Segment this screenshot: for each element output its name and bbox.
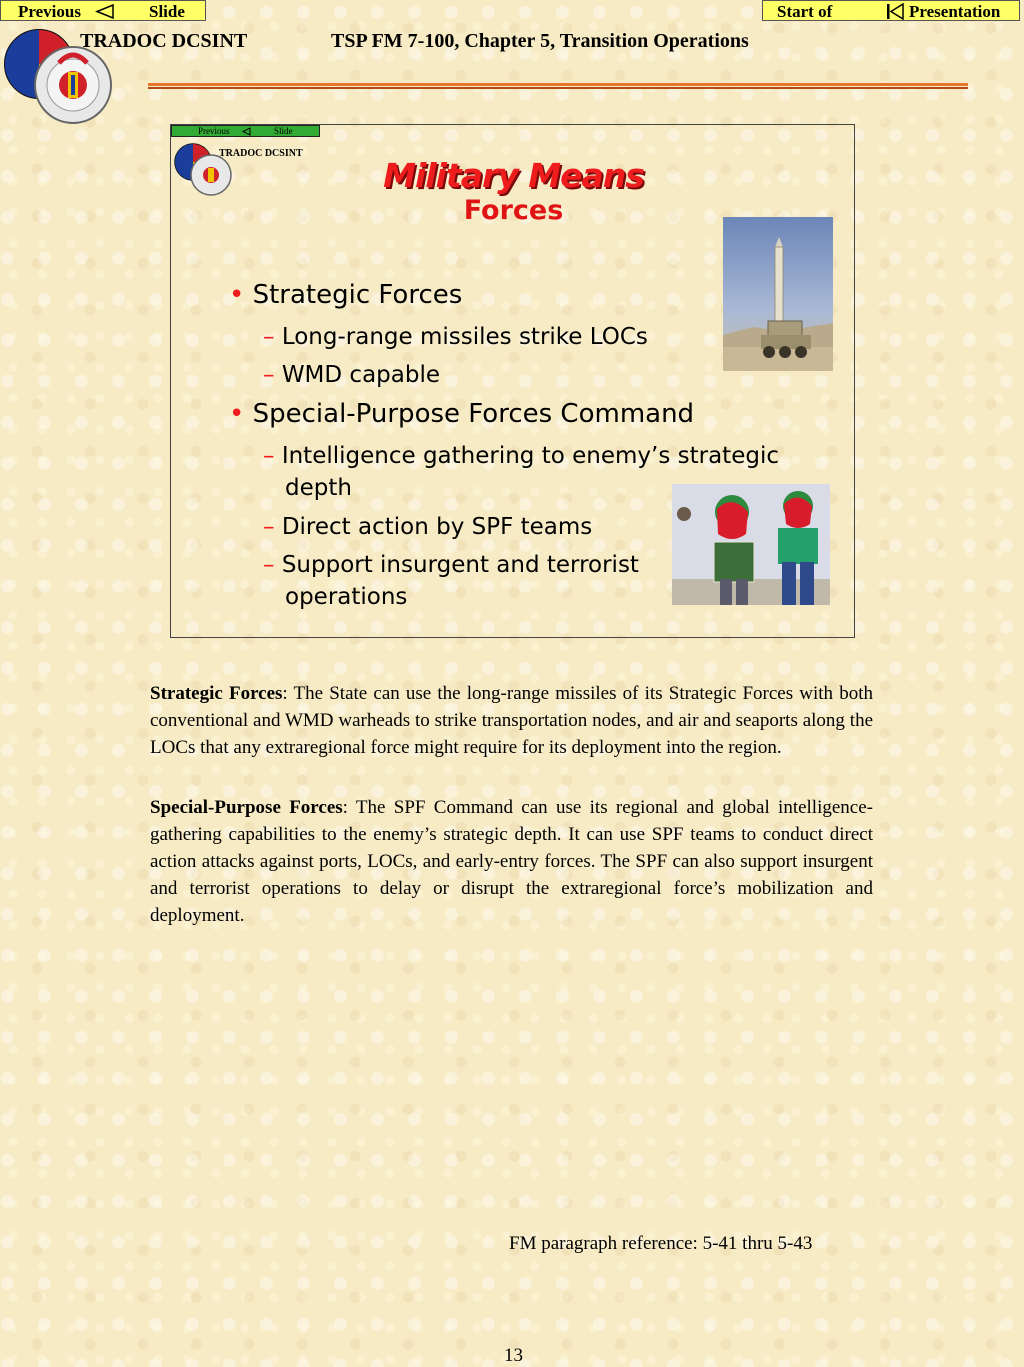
missile-launcher-photo: [723, 217, 833, 371]
paragraph-special-purpose-forces: Special-Purpose Forces: The SPF Command can use its regional and global intelligence-gathering capabilities to the enemy’s strategic depth. It can use SPF teams to conduct direct action attacks against ports, LOCs, and early-entry forces. The SPF can also support insurgent and terrorist operations to delay or disrupt the extraregional force’s mobilization and deployment.: [150, 797, 873, 926]
sub-bullet: – Direct action by SPF teams: [263, 514, 593, 540]
previous-label: Previous: [18, 2, 81, 21]
spf-term: Special-Purpose Forces: [150, 797, 343, 818]
sub-bullet: – Intelligence gathering to enemy’s strategic: [263, 443, 779, 469]
spf-team-photo: [672, 484, 830, 605]
slide-subtitle: Forces: [463, 195, 564, 226]
paragraph-strategic-forces: Strategic Forces: The State can use the long-range missiles of its Strategic Forces with both conventional and WMD warheads to strike transportation nodes, and air and seaports along the LOCs that any extraregional force might require for its deployment into the region.: [150, 683, 873, 758]
sub-bullet: – WMD capable: [263, 362, 440, 388]
bullet-dot-icon: •: [229, 280, 245, 310]
mini-slide-label: Slide: [274, 126, 293, 136]
slide-thumbnail: [170, 124, 855, 638]
skip-to-start-icon: [885, 3, 905, 20]
left-triangle-icon: [95, 4, 115, 19]
start-of-label: Start of: [777, 2, 833, 21]
page-number: 13: [504, 1345, 523, 1366]
header-title: TSP FM 7-100, Chapter 5, Transition Operations: [331, 30, 749, 52]
start-of-presentation-button[interactable]: [762, 0, 1020, 21]
dash-icon: –: [263, 324, 275, 350]
bullet-dot-icon: •: [229, 399, 245, 429]
sub-bullet: – Support insurgent and terrorist: [263, 552, 639, 578]
mini-nav-bar: [171, 125, 320, 137]
slide-title: Military Means: [383, 156, 644, 195]
dash-icon: –: [263, 514, 275, 540]
slide-label: Slide: [149, 2, 185, 21]
dash-icon: –: [263, 552, 275, 578]
mini-org-label: TRADOC DCSINT: [219, 148, 303, 159]
header-rule: [148, 83, 968, 86]
strategic-forces-term: Strategic Forces: [150, 683, 283, 704]
bullet-special-purpose-forces: • Special-Purpose Forces Command: [229, 399, 695, 429]
sub-bullet: – Long-range missiles strike LOCs: [263, 324, 648, 350]
sub-bullet-continuation: operations: [285, 584, 408, 610]
sub-bullet-continuation: depth: [285, 475, 352, 501]
mini-previous-label: Previous: [198, 126, 230, 136]
mini-left-triangle-icon: [242, 127, 251, 136]
bullet-strategic-forces: • Strategic Forces: [229, 280, 463, 310]
header-org: TRADOC DCSINT: [80, 30, 248, 52]
dash-icon: –: [263, 362, 275, 388]
header-rule-shadow: [148, 87, 968, 89]
dash-icon: –: [263, 443, 275, 469]
fm-paragraph-reference: FM paragraph reference: 5-41 thru 5-43: [509, 1233, 813, 1254]
previous-slide-button[interactable]: [0, 0, 206, 21]
presentation-label: Presentation: [909, 2, 1001, 21]
